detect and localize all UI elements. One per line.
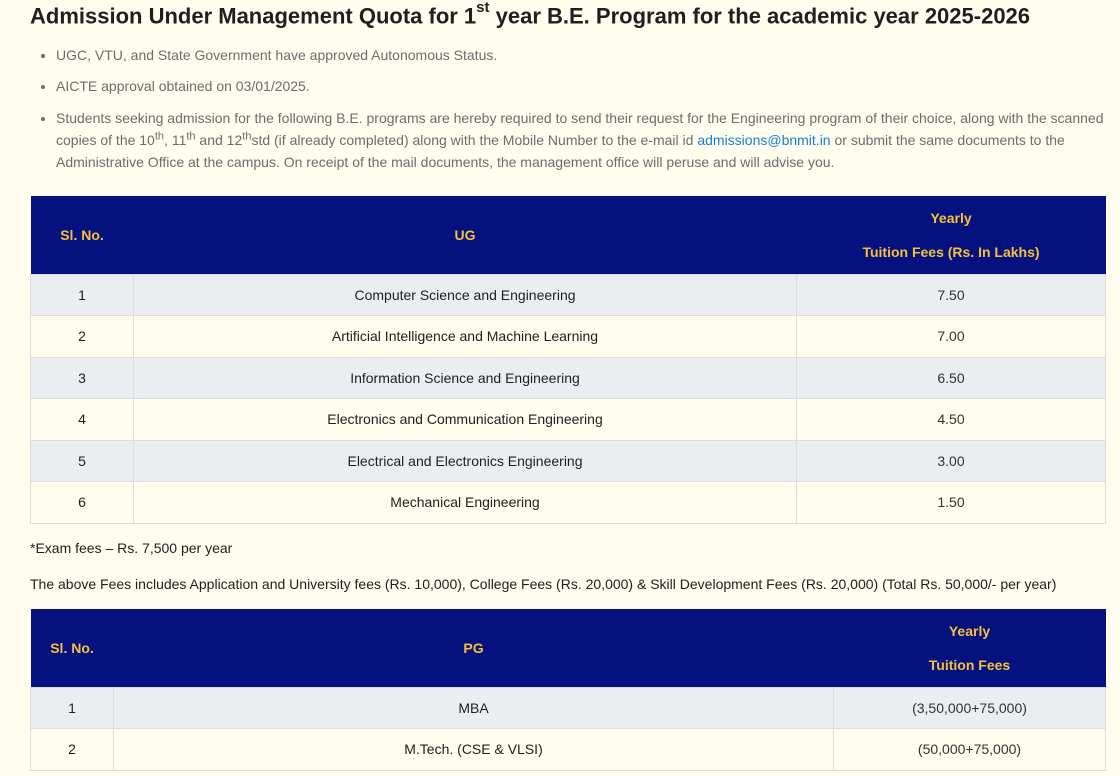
cell-fee: 6.50 — [797, 357, 1106, 398]
cell-sl: 6 — [31, 481, 134, 523]
cell-fee: 7.50 — [797, 274, 1106, 315]
table-header-row — [31, 196, 1106, 274]
cell-fee: (3,50,000+75,000) — [834, 687, 1106, 728]
note-text: or submit the same documents to the Administrative Office at the campus. On receipt of the mail documents, the management office will peruse and will advise you. — [56, 132, 1065, 170]
cell-program: Electronics and Communication Engineering — [134, 398, 797, 440]
page-title — [30, 2, 1030, 29]
table-row — [31, 481, 1106, 523]
cell-fee: 4.50 — [797, 398, 1106, 440]
cell-program: Information Science and Engineering — [134, 357, 797, 398]
cell-fee: 7.00 — [797, 315, 1106, 357]
table-row — [31, 687, 1106, 728]
notes-list — [30, 46, 1116, 186]
cell-sl: 1 — [31, 687, 114, 728]
header-fee-line2: Tuition Fees — [928, 656, 1011, 673]
table-row — [31, 274, 1106, 315]
note-text: , 11 — [164, 132, 187, 148]
note-text: and 12 — [195, 132, 243, 148]
header-fee-line1: Yearly — [948, 622, 991, 639]
note-item-status: • UGC, VTU, and State Government have approved Autonomous Status. — [56, 46, 1116, 64]
cell-sl: 2 — [31, 315, 134, 357]
header-program: UG — [134, 196, 797, 274]
fees-breakdown-note: The above Fees includes Application and University fees (Rs. 10,000), College Fees (Rs. 20,000) & Skill Development Fees (Rs. 20,000) (Total Rs. 50,000/- per year) — [30, 576, 1057, 592]
cell-sl: 3 — [31, 357, 134, 398]
note-sup: th — [242, 130, 252, 143]
cell-sl: 1 — [31, 274, 134, 315]
cell-program: Artificial Intelligence and Machine Learning — [134, 315, 797, 357]
title-part2: year B.E. Program for the academic year 2025-2026 — [489, 3, 1031, 29]
cell-fee: 1.50 — [797, 481, 1106, 523]
cell-fee: 3.00 — [797, 440, 1106, 481]
table-row — [31, 398, 1106, 440]
header-fee — [834, 609, 1106, 687]
note-text: Students seeking admission for the following B.E. programs are hereby required to send their request for the Engineering program of their choice, along with the scanned copies of the 10 — [56, 110, 1104, 148]
header-fee-line2: Tuition Fees (Rs. In Lakhs) — [862, 243, 1040, 260]
table-row — [31, 357, 1106, 398]
header-sl-no: Sl. No. — [31, 609, 114, 687]
header-fee-line1: Yearly — [930, 209, 972, 226]
cell-program: Computer Science and Engineering — [134, 274, 797, 315]
title-part1: Admission Under Management Quota for 1 — [30, 3, 477, 29]
cell-program: MBA — [114, 687, 834, 728]
table-row — [31, 315, 1106, 357]
ug-fees-table — [30, 196, 1106, 524]
note-sup: th — [186, 130, 196, 143]
email-link[interactable]: admissions@bnmit.in — [697, 132, 831, 148]
cell-program: M.Tech. (CSE & VLSI) — [114, 728, 834, 770]
table-row — [31, 728, 1106, 770]
note-text: std (if already completed) along with the Mobile Number to the e-mail id — [251, 132, 698, 148]
cell-sl: 2 — [31, 728, 114, 770]
cell-program: Electrical and Electronics Engineering — [134, 440, 797, 481]
note-sup: th — [154, 130, 165, 143]
header-sl-no: Sl. No. — [31, 196, 134, 274]
header-fee — [797, 196, 1106, 274]
header-program: PG — [114, 609, 834, 687]
title-sup: st — [476, 0, 490, 16]
cell-sl: 4 — [31, 398, 134, 440]
cell-fee: (50,000+75,000) — [834, 728, 1106, 770]
cell-sl: 5 — [31, 440, 134, 481]
note-item-aicte: • AICTE approval obtained on 03/01/2025. — [56, 77, 1116, 95]
note-item-instructions — [56, 107, 1116, 173]
table-row — [31, 440, 1106, 481]
table-header-row — [31, 609, 1106, 687]
pg-fees-table — [30, 609, 1106, 771]
cell-program: Mechanical Engineering — [134, 481, 797, 523]
exam-fees-note: *Exam fees – Rs. 7,500 per year — [30, 540, 233, 556]
